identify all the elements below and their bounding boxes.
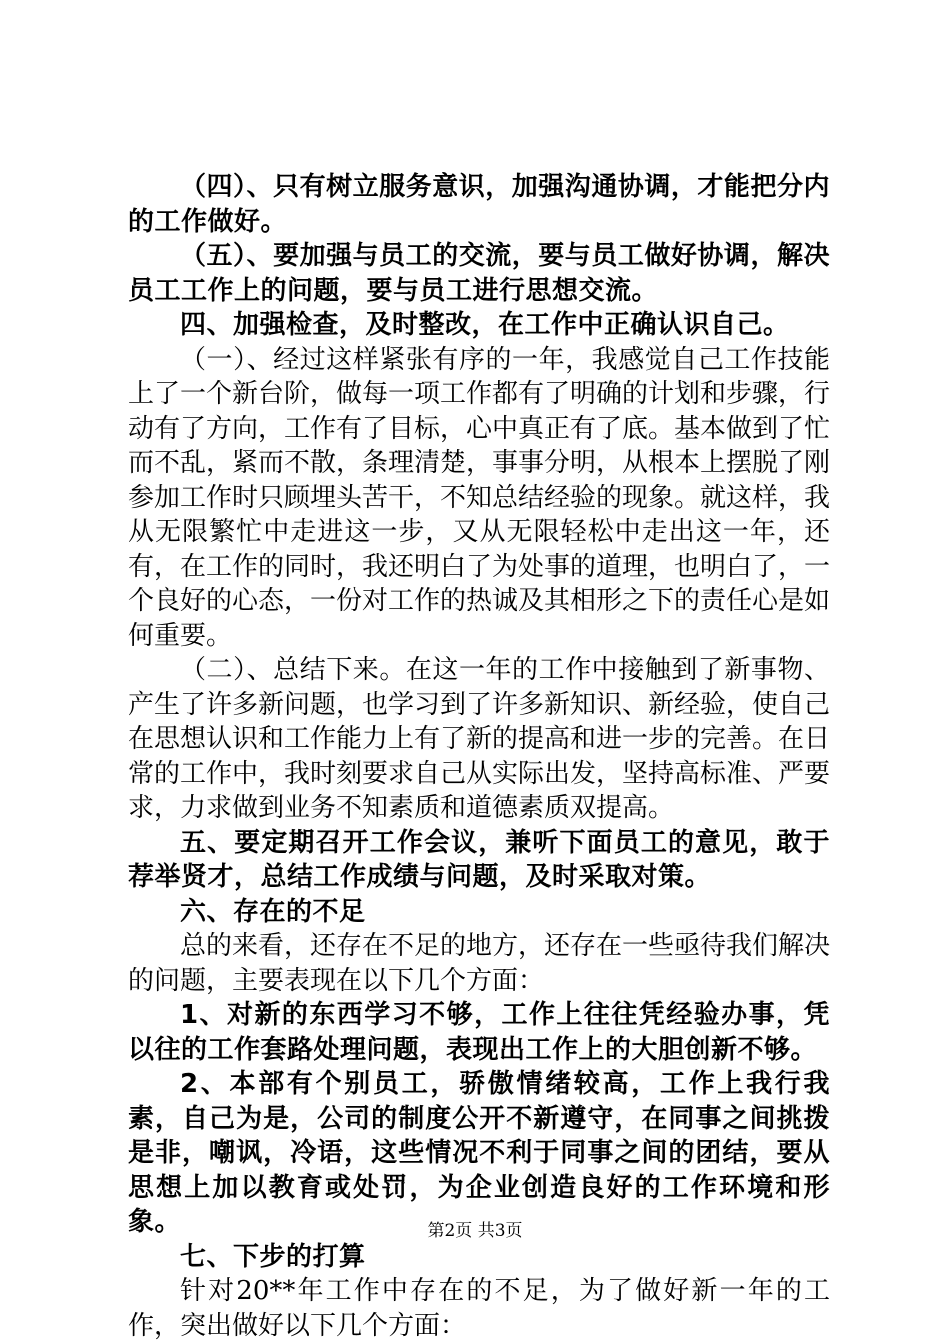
heading-section-seven: 七、下步的打算 — [180, 1241, 366, 1272]
paragraph-service-awareness: （四）、只有树立服务意识，加强沟通协调，才能把分内的工作做好。 — [128, 172, 830, 237]
paragraph-shortcomings-intro: 总的来看，还存在不足的地方，还存在一些亟待我们解决的问题，主要表现在以下几个方面： — [128, 931, 831, 996]
list-item-shortcoming-1: 1、对新的东西学习不够，工作上往往凭经验办事，凭以往的工作套路处理问题，表现出工作上的大胆创新不够。 — [128, 1000, 830, 1065]
heading-section-six: 六、存在的不足 — [180, 896, 366, 927]
document-body — [128, 170, 830, 1343]
page-number-footer: 第2页 共3页 — [427, 1221, 523, 1241]
paragraph-next-plan: 针对20**年工作中存在的不足，为了做好新一年的工作，突出做好以下几个方面： — [128, 1276, 830, 1341]
paragraph-summary: （二）、总结下来。在这一年的工作中接触到了新事物、产生了许多新问题，也学习到了许多新知识、新经验，使自己在思想认识和工作能力上有了新的提高和进一步的完善。在日常的工作中，我时刻要求自己从实际出发，坚持高标准、严要求，力求做到业务不知素质和道德素质双提高。 — [128, 655, 831, 823]
heading-section-four: 四、加强检查，及时整改，在工作中正确认识自己。 — [180, 310, 790, 340]
paragraph-year-review: （一）、经过这样紧张有序的一年，我感觉自己工作技能上了一个新台阶，做每一项工作都有了明确的计划和步骤，行动有了方向，工作有了目标，心中真正有了底。基本做到了忙而不乱，紧而不散，条理清楚，事事分明，从根本上摆脱了刚参加工作时只顾埋头苦干，不知总结经验的现象。就这样，我从无限繁忙中走进这一步，又从无限轻松中走出这一年，还有，在工作的同时，我还明白了为处事的道理，也明白了，一个良好的心态，一份对工作的热诚及其相形之下的责任心是如何重要。 — [128, 344, 831, 651]
list-item-shortcoming-2: 2、本部有个别员工，骄傲情绪较高，工作上我行我素，自己为是，公司的制度公开不新遵守，在同事之间挑拨是非，嘲讽，冷语，这些情况不利于同事之间的团结，要从思想上加以教育或处罚，为企业创造良好的工作环境和形象。 — [128, 1069, 830, 1237]
heading-section-five: 五、要定期召开工作会议，兼听下面员工的意见，敢于荐举贤才，总结工作成绩与问题，及时采取对策。 — [128, 827, 830, 892]
paragraph-employee-communication: （五）、要加强与员工的交流，要与员工做好协调，解决员工工作上的问题，要与员工进行思想交流。 — [128, 241, 830, 306]
